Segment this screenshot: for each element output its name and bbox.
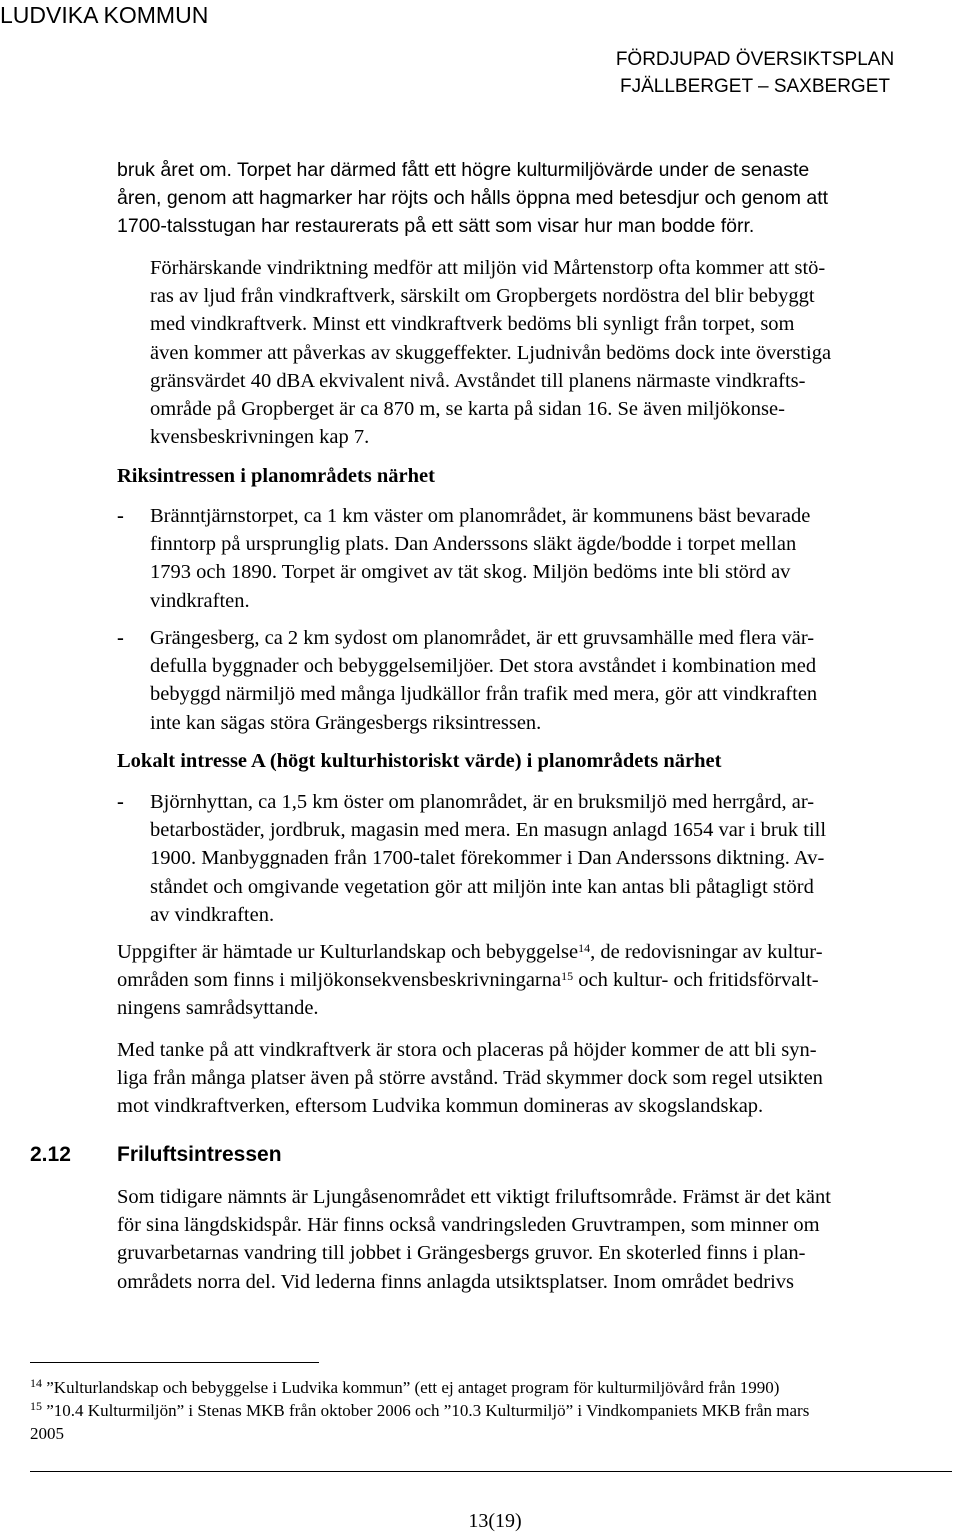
text-line: för sina längdskidspår. Här finns också vandringsleden Gruvtrampen, som minner om [117,1214,820,1237]
list-dash: - [117,627,124,649]
list-item-bjornhyttan [150,788,826,929]
footnote-ref-14[interactable]: 14 [578,941,591,955]
footnote-separator [30,1362,319,1363]
list-item-grangesberg [150,624,817,737]
footnotes [30,1376,809,1445]
text-line: Bränntjärnstorpet, ca 1 km väster om planområdet, är kommunens bäst bevarade [150,505,811,527]
paragraph-vindriktning [150,254,831,451]
text-line: områden som finns i miljökonsekvensbeskrivningarna$^{15}$ och kultur- och fritidsförvalt- [117,969,819,992]
document-area: FJÄLLBERGET – SAXBERGET [620,76,890,97]
text-line: områdets norra del. Vid lederna finns anlagda utsiktsplatser. Inom området bedrivs [117,1270,794,1293]
text-line: Björnhyttan, ca 1,5 km öster om planområdet, är en bruksmiljö med herrgård, ar- [150,791,815,813]
text-line: åren, genom att hagmarker har röjts och hålls öppna med betesdjur och genom att [117,187,829,210]
page-number: 13(19) [468,1510,522,1532]
text-line: Grängesberg, ca 2 km sydost om planområdet, är ett gruvsamhälle med flera vär- [150,627,815,649]
footnote-14: $^{14}$ ”Kulturlandskap och bebyggelse i Ludvika kommun” (ett ej antaget program för kulturmiljövård från 1990) [30,1376,780,1397]
list-dash: - [117,791,124,813]
text-line: mot vindkraftverken, eftersom Ludvika kommun domineras av skogslandskap. [117,1095,764,1118]
text-line: Förhärskande vindriktning medför att miljön vid Mårtenstorp ofta kommer att stö- [150,257,826,279]
text-line: med vindkraftverk. Minst ett vindkraftverk bedöms bli synligt från torpet, som [150,313,795,336]
text-line: ningens samrådsyttande. [117,997,319,1020]
text-line: defulla byggnader och bebyggelsemiljöer. Det stora avståndet i kombination med [150,655,817,678]
section-number: 2.12 [30,1143,71,1166]
text-line: gränsvärdet 40 dBA ekvivalent nivå. Avståndet till planens närmaste vindkrafts- [150,369,806,392]
list-dash: - [117,505,124,527]
text-line: ras av ljud från vindkraftverk, särskilt om Gropbergets nordöstra del blir bebyggt [150,285,815,308]
section-title: Friluftsintressen [117,1143,282,1166]
footnote-15-continuation: 2005 [30,1424,64,1443]
paragraph-friluftsintressen [117,1183,831,1296]
text-line: vindkraften. [150,589,250,612]
text-line: område på Gropberget är ca 870 m, se karta på sidan 16. Se även miljökonse- [150,398,785,421]
text-line: Uppgifter är hämtade ur Kulturlandskap och bebyggelse$^{14}$, de redovisningar av kultur- [117,941,823,963]
text-line: 1900. Manbyggnaden från 1700-talet förekommer i Dan Anderssons diktning. Av- [150,847,825,870]
text-line: gruvarbetarnas vandring till jobbet i Grängesbergs gruvor. En skoterled finns i plan- [117,1242,806,1265]
text-line: bruk året om. Torpet har därmed fått ett högre kulturmiljövärde under de senaste [117,159,810,181]
text-line: även kommer att påverkas av skuggeffekter. Ljudnivån bedöms dock inte överstiga [150,341,832,364]
document-header [555,46,955,100]
text-line: betarbostäder, jordbruk, magasin med mera. En masugn anlagd 1654 var i bruk till [150,819,827,842]
text-line: liga från många platser även på större avstånd. Träd skymmer dock som regel utsikten [117,1067,823,1090]
text-line: 1700-talsstugan har restaurerats på ett sätt som visar hur man bodde förr. [117,215,755,238]
paragraph-vindkraftverk-synlighet [117,1036,823,1121]
text-line: inte kan sägas störa Grängesbergs riksintressen. [150,711,542,734]
text-line: Med tanke på att vindkraftverk är stora och placeras på höjder kommer de att bli syn- [117,1039,817,1061]
footnote-15: $^{15}$ ”10.4 Kulturmiljön” i Stenas MKB från oktober 2006 och ”10.3 Kulturmiljö” i Vindkompaniets MKB från mars [30,1399,810,1420]
paragraph-uppgifter [117,938,823,1023]
heading-riksintressen: Riksintressen i planområdets närhet [117,465,435,487]
list-item-branntjarnstorpet [150,502,810,615]
text-line: 1793 och 1890. Torpet är omgivet av tät skog. Miljön bedöms inte bli störd av [150,561,791,584]
footer-rule [30,1471,952,1472]
text-line: bebyggd närmiljö med många ljudkällor från trafik med mera, gör att vindkraften [150,683,818,706]
footnote-ref-15[interactable]: 15 [561,969,574,984]
text-line: finntorp på ursprunglig plats. Dan Anderssons släkt ägde/bodde i torpet mellan [150,533,797,556]
text-line: Som tidigare nämnts är Ljungåsenområdet ett viktigt friluftsområde. Främst är det känt [117,1186,831,1208]
paragraph-torpet [117,156,828,241]
heading-lokalt-intresse: Lokalt intresse A (högt kulturhistoriskt värde) i planområdets närhet [117,750,722,772]
organization-name: LUDVIKA KOMMUN [0,2,209,28]
text-line: ståndet och omgivande vegetation gör att miljön inte kan antas bli påtagligt störd [150,875,814,898]
text-line: av vindkraften. [150,903,275,926]
document-type: FÖRDJUPAD ÖVERSIKTSPLAN [615,49,895,70]
text-line: kvensbeskrivningen kap 7. [150,426,370,449]
